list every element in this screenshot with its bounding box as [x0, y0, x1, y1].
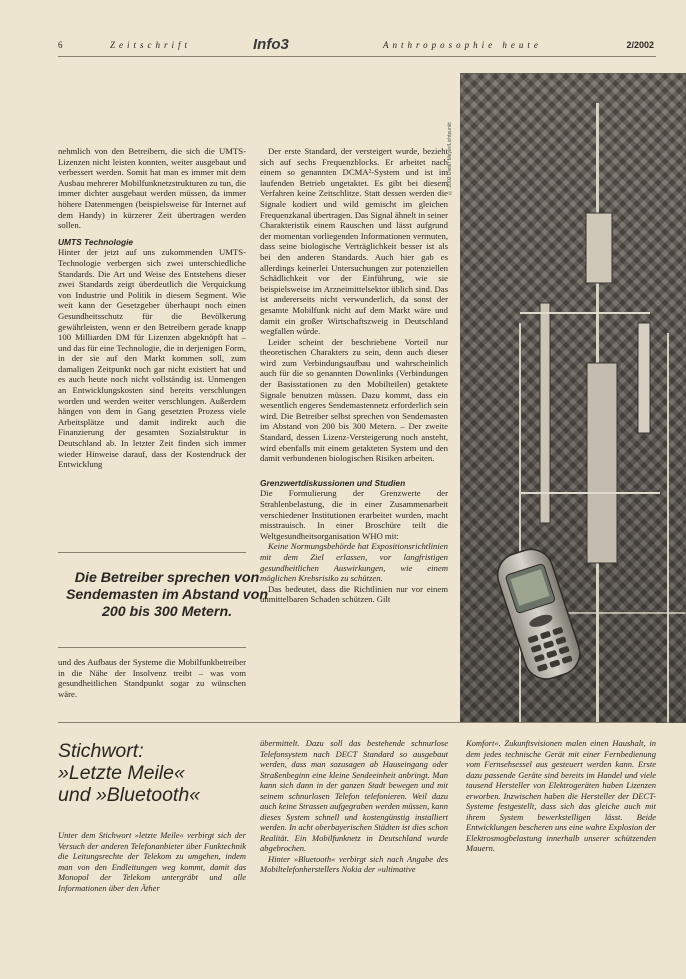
box-col2-text: übermittelt. Dazu soll das bestehende schnurlose Telefonsystem nach DECT Standard so ausgebaut werden, dass man sozusagen ab Hauseingang oder Straßenbeginn eine kleine Sendeeinheit anbringt. Man kann sich dann in der ganzen Stadt bewegen und mit seinem schnurlosen Telefon telefonieren. Weil dazu auch keine Strassen aufgegraben werden müssen, kann dieses System schnell und kostengünstig installiert werden. In acht oberbayerischen Städten ist dies schon Realität. Ein Mobilfunknetz in Deutschland wurde abgebrochen.	[260, 738, 448, 853]
magazine-subtitle: Anthroposophie heute	[383, 40, 542, 50]
pull-quote: Die Betreiber sprechen von Sendemasten im Abstand von 200 bis 300 Metern.	[65, 570, 269, 620]
photo-credit: © 2002 Dieter Meyer/Lichtpunkt	[447, 122, 453, 195]
pull-quote-bottom-rule	[58, 647, 246, 648]
left-after-quote: und des Aufbaus der Systeme die Mobilfunkbetreiber in die Nähe der Insolvenz treibt – was vom gesundheitlichen Standpunkt sogar zu wünschen wäre.	[58, 657, 246, 699]
left-column	[58, 146, 246, 470]
magazine-logo: Info3	[253, 36, 289, 53]
umts-body: Hinter der jetzt auf uns zukommenden UMTS-Technologie verbergen sich zwei unterschiedliche Standards. Die Art und Weise des Entstehens dieser zwei Standards zeigt überdeutlich die Verquickung von Industrie und Politik in diesem Segment. Wie weit kann der Gesetzgeber überhaupt noch einen Gesundheitsschutz für die Bevölkerung gewährleisten, wenn er den Betreibern gerade knapp 100 Milliarden DM für Lizenzen abgeknöpft hat – und das für eine Technologie, die in derjenigen Form, in der sie auf den Markt kommen soll, zum damaligen Zeitpunkt noch gar nicht existiert hat und es auch heute noch nicht vollständig ist. Unmengen an Entwicklungskosten sind bereits verschlungen worden und werden weiter verschlungen. Außerdem hängen von dem in Gang gesetzten Prozess viele Arbeitsplätze und damit indirekt auch die Finanzierung der gesamten Sozialstruktur in Deutschland ab. In letzter Zeit finden sich immer wieder Hinweise darauf, dass der Kostendruck der Entwicklung	[58, 247, 246, 470]
box-col3-text: Komfort«. Zukunftsvisionen malen einen Haushalt, in dem jedes technische Gerät mit einer Fernbedienung vom Fernsehsessel aus gesteuert werden kann. Erste dazu passende Geräte sind bereits im Handel und viele tausend Hersteller von Elektrogeräten haben Lizenzen erworben. Inzwischen haben die Hersteller der DECT-Systeme festgestellt, dass sich das gleiche auch mit ihrem System bewerkstelligen lässt. Beide Entwicklungen bescheren uns eine wahre Explosion der Elektrosmogbelastung innerhalb unserer schützenden Mauern.	[466, 738, 656, 853]
box-column-2	[260, 738, 448, 875]
middle-column	[260, 146, 448, 605]
umts-heading: UMTS Technologie	[58, 236, 134, 247]
box-top-rule	[58, 722, 656, 723]
antenna-photo-graphic	[460, 73, 686, 723]
box-title-line-3: und »Bluetooth«	[58, 784, 201, 806]
box-title-line-2: »Letzte Meile«	[58, 762, 185, 784]
cell-tower-photo	[460, 73, 686, 723]
middle-para-4: Das bedeutet, dass die Richtlinien nur vor einem unmittelbaren Schaden schützen. Gilt	[260, 583, 448, 605]
box-title-line-1: Stichwort:	[58, 740, 144, 762]
box-column-1	[58, 830, 246, 893]
left-intro: nehmlich von den Betreibern, die sich die UMTS-Lizenzen nicht leisten konnten, weiter ausgebaut und verbessert werden. Somit hat man es immer mit dem Ausbau mehrerer Mobilfunknetzstrukturen zu tun, die immer dichter ausgebaut werden müssen, da immer höhere Datenmengen (beispielsweise für Internet auf dem Handy) in kürzerer Zeit übertragen werden sollen.	[58, 146, 246, 231]
box-col2b-text: Hinter »Bluetooth« verbirgt sich nach Angabe des Mobiltelefonherstellers Nokia der »ultimative	[260, 853, 448, 874]
page-header	[58, 36, 658, 54]
box-column-3	[466, 738, 656, 854]
who-quote: Keine Normungsbehörde hat Expositionsrichtlinien mit dem Ziel erlassen, vor langfristigen gesundheitlichen Auswirkungen, wie einem möglichen Krebsrisiko zu schützen.	[260, 541, 448, 584]
limits-heading: Grenzwertdiskussionen und Studien	[260, 477, 406, 488]
page-number: 6	[58, 40, 63, 50]
box-col1-text: Unter dem Stichwort »letzte Meile« verbirgt sich der Versuch der anderen Telefonanbieter über Funktechnik die Leitungsrechte der Telekom zu umgehen, indem man von den Endleitungen weg kommt, damit das Monopol der Telekom untergräbt und alle Informationen über den Äther	[58, 830, 246, 893]
middle-para-3: Die Formulierung der Grenzwerte der Strahlenbelastung, die in einer Zusammenarbeit verschiedener Institutionen erarbeitet wurden, macht misstrauisch. In einer Broschüre teilt die Weltgesundheitsorganisation WHO mit:	[260, 488, 448, 541]
magazine-word: Zeitschrift	[110, 40, 192, 50]
middle-para-2: Leider scheint der beschriebene Vorteil nur theoretischen Charakters zu sein, denn auch dieser wird zum Verbindungsaufbau und wahrscheinlich auch für die so genannten Downlinks (Verbindungen der Basisstationen zu den Mobilteilen) getaktete Signale benutzen müssen. Dazu kommt, dass ein wesentlich engeres Sendemastennetz erforderlich sein wird. Die Betreiber selbst sprechen von Sendemasten im Abstand von 200 bis 300 Metern. – Der zweite Standard, dessen Lizenz-Versteigerung noch ansteht, wird ebenfalls mit einem getakteten System und den damit verbundenen biologischen Risiken arbeiten.	[260, 336, 448, 464]
middle-para-1: Der erste Standard, der versteigert wurde, bezieht sich auf sechs Frequenzblocks. Er arbeitet nach einem so genannten DCMA²-System und ist im laufenden Betrieb ungetaktet. Es gibt bei diesem Verfahren keine Zeitschlitze. Statt dessen werden die Signale kodiert und wild gemischt im gleichen Frequenzkanal übertragen. Das Signal ähnelt in seiner Charakteristik einem Rauschen und lässt aufgrund der momentan vorliegenden Informationen vermuten, dass seine biologische Verträglichkeit besser ist als bei den anderen Standards. Auch hier gab es allerdings keinerlei Untersuchungen zur potenziellen Schädlichkeit vor der Einführung, wie sie beispielsweise im Arzneimittelsektor üblich sind. Das ist andererseits nicht verwunderlich, da sonst der gesamte Mobilfunk nicht auf dem Markt wäre und damit ein großer Wirtschaftszweig in Deutschland wegfallen würde.	[260, 146, 448, 337]
issue-number: 2/2002	[626, 40, 654, 50]
pull-quote-top-rule	[58, 552, 246, 553]
header-rule	[58, 56, 656, 57]
left-column-continued	[58, 657, 246, 699]
box-title	[58, 740, 248, 806]
